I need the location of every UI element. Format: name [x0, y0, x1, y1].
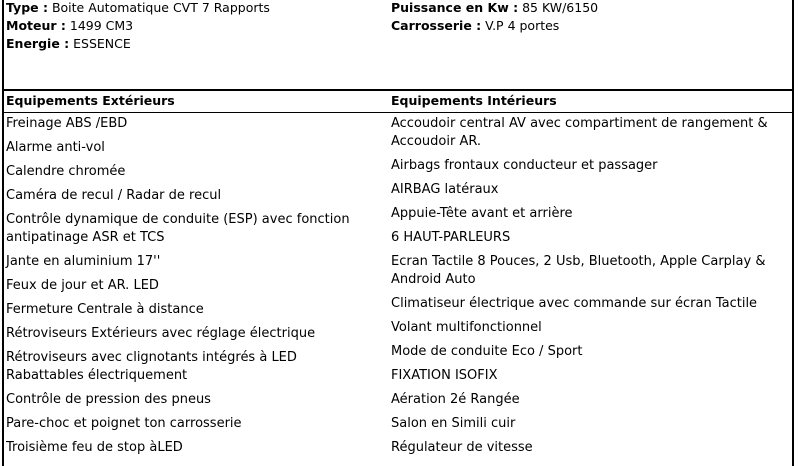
spec-moteur: Moteur : 1499 CM3 [6, 18, 134, 33]
exterieur-item: Contrôle de pression des pneus [6, 392, 211, 407]
exterieur-item: Freinage ABS /EBD [6, 116, 128, 131]
exterieur-item: Rétroviseurs Extérieurs avec réglage électrique [6, 326, 316, 341]
exterieur-item: Feux de jour et AR. LED [6, 278, 159, 293]
interieur-item: Airbags frontaux conducteur et passager [391, 158, 658, 173]
interieur-item: Salon en Simili cuir [391, 416, 516, 431]
interieur-item: Aération 2é Rangée [391, 392, 520, 407]
interieur-item: AIRBAG latéraux [391, 182, 499, 197]
heading-exterieur: Equipements Extérieurs [6, 93, 175, 108]
interieur-item: Régulateur de vitesse [391, 440, 533, 455]
specs-right [391, 0, 598, 35]
interieur-item: Volant multifonctionnel [391, 320, 542, 335]
exterieur-item: Troisième feu de stop àLED [6, 440, 183, 455]
spec-carrosserie: Carrosserie : V.P 4 portes [391, 18, 560, 33]
spec-puissance: Puissance en Kw : 85 KW/6150 [391, 0, 599, 15]
exterieur-item: Calendre chromée [6, 164, 126, 179]
section-divider-top [2, 89, 794, 91]
interieur-item: Appuie-Tête avant et arrière [391, 206, 573, 221]
exterieur-item: Jante en aluminium 17'' [6, 254, 161, 269]
interieur-item: 6 HAUT-PARLEURS [391, 230, 511, 245]
interieur-item: Accoudoir central AV avec compartiment de rangement & Accoudoir AR. [391, 116, 768, 149]
spec-energie: Energie : ESSENCE [6, 36, 131, 51]
interieur-item: Climatiseur électrique avec commande sur écran Tactile [391, 296, 758, 311]
interieur-item: FIXATION ISOFIX [391, 368, 498, 383]
header-divider [2, 112, 794, 113]
exterieur-item: Rétroviseurs avec clignotants intégrés à LED Rabattables électriquement [6, 350, 297, 383]
interieur-item: Mode de conduite Eco / Sport [391, 344, 583, 359]
exterieur-item: Pare-choc et poignet ton carrosserie [6, 416, 242, 431]
heading-interieur: Equipements Intérieurs [391, 93, 557, 108]
exterieur-item: Fermeture Centrale à distance [6, 302, 204, 317]
interieur-list [391, 115, 791, 463]
specs-left [6, 0, 270, 53]
exterieur-list [6, 115, 376, 463]
exterieur-item: Alarme anti-vol [6, 140, 105, 155]
interieur-item: Ecran Tactile 8 Pouces, 2 Usb, Bluetooth, Apple Carplay & Android Auto [391, 254, 766, 287]
exterieur-item: Caméra de recul / Radar de recul [6, 188, 222, 203]
exterieur-item: Contrôle dynamique de conduite (ESP) avec fonction antipatinage ASR et TCS [6, 212, 350, 245]
spec-type: Type : Boite Automatique CVT 7 Rapports [6, 0, 270, 15]
